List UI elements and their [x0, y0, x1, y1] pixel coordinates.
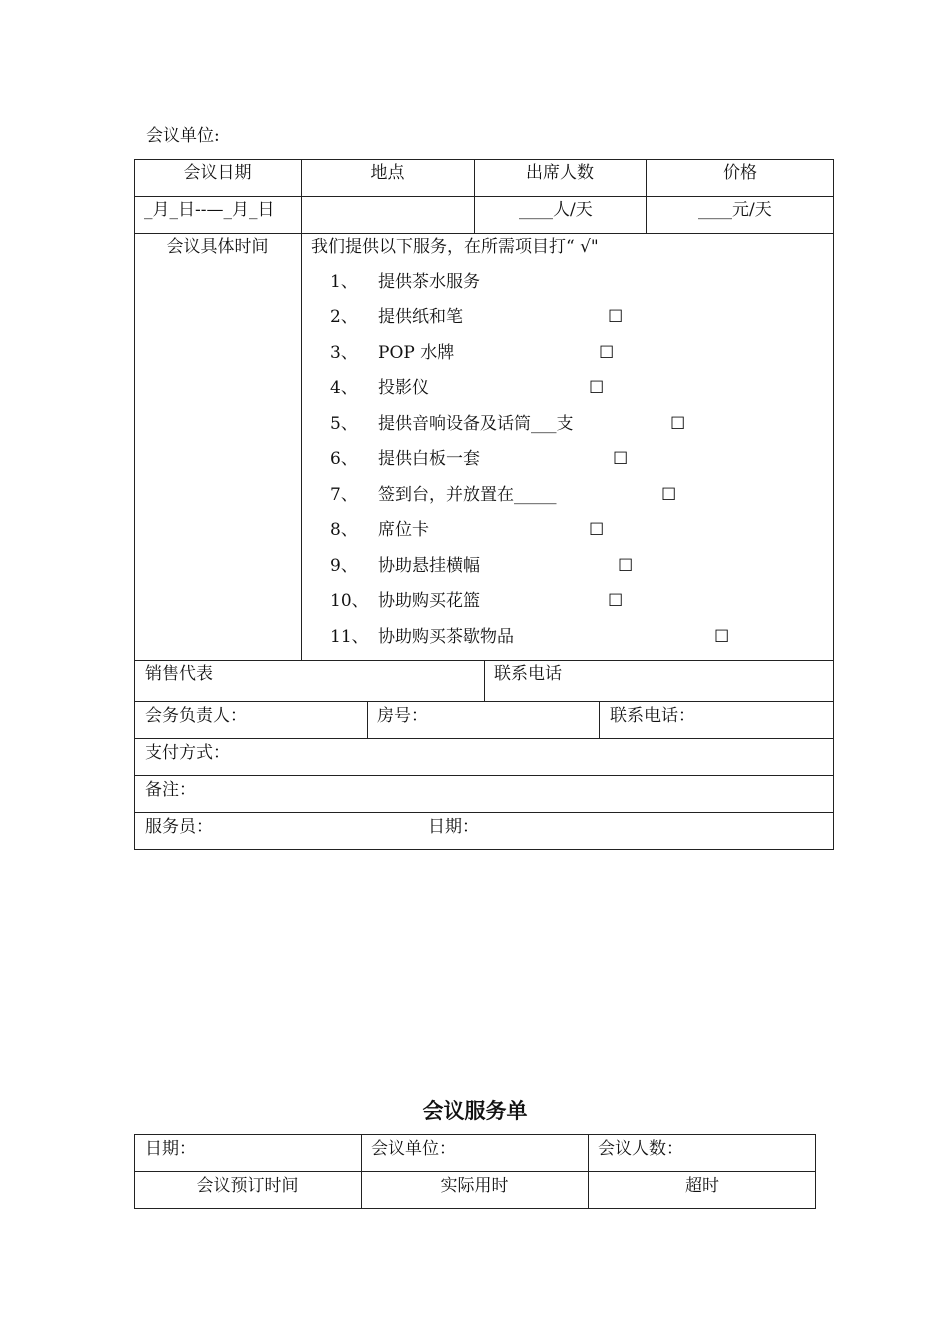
service-num: 2、 [330, 307, 358, 327]
service-num: 11、 [330, 627, 369, 647]
service-num: 1、 [330, 272, 358, 292]
service-num: 7、 [330, 485, 358, 505]
price-per-day-field: ____元/天 [698, 200, 772, 220]
header-price: 价格 [723, 163, 757, 183]
service-num: 10、 [330, 591, 369, 611]
service-text: 席位卡 [378, 520, 429, 540]
meeting-manager-label: 会务负责人： [145, 706, 247, 726]
header-meeting-date: 会议日期 [183, 163, 252, 183]
checkbox-icon[interactable]: ☐ [608, 591, 624, 611]
remarks-label: 备注： [145, 780, 196, 800]
meeting-unit-label: 会议单位: [146, 126, 220, 146]
contact-phone-label: 联系电话 [494, 664, 562, 684]
header-location: 地点 [370, 163, 405, 183]
checkbox-icon[interactable]: ☐ [613, 449, 629, 469]
service-num: 6、 [330, 449, 358, 469]
form2-attendees-label: 会议人数： [598, 1139, 683, 1159]
service-text: 签到台，并放置在_____ [378, 485, 557, 505]
checkbox-icon[interactable]: ☐ [589, 378, 605, 398]
form2-unit-label: 会议单位： [371, 1139, 456, 1159]
service-text: POP 水牌 [378, 343, 455, 363]
service-text: 协助购买茶歇物品 [378, 627, 514, 647]
service-num: 9、 [330, 556, 358, 576]
service-num: 3、 [330, 343, 358, 363]
checkbox-icon[interactable]: ☐ [599, 343, 615, 363]
services-intro: 我们提供以下服务，在所需项目打“ √" [311, 237, 599, 257]
payment-method-label: 支付方式： [145, 743, 230, 763]
service-text: 投影仪 [378, 378, 429, 398]
attendees-per-day-field: ____人/天 [519, 200, 593, 220]
service-text: 提供白板一套 [378, 449, 480, 469]
header-attendees: 出席人数 [526, 163, 594, 183]
server-label: 服务员： [145, 817, 213, 837]
meeting-time-label: 会议具体时间 [166, 237, 269, 257]
service-form-title: 会议服务单 [422, 1098, 528, 1123]
service-num: 5、 [330, 414, 358, 434]
service-text: 提供茶水服务 [378, 272, 480, 292]
checkbox-icon[interactable]: ☐ [714, 627, 730, 647]
form2-booked-time-label: 会议预订时间 [196, 1176, 299, 1196]
service-text: 提供音响设备及话筒___支 [378, 414, 574, 434]
service-text: 提供纸和笔 [378, 307, 463, 327]
sales-rep-label: 销售代表 [145, 664, 213, 684]
contact-phone-label-2: 联系电话： [610, 706, 695, 726]
form2-actual-time-label: 实际用时 [440, 1176, 509, 1196]
form2-overtime-label: 超时 [685, 1176, 719, 1196]
service-text: 协助悬挂横幅 [378, 556, 480, 576]
service-num: 8、 [330, 520, 358, 540]
form2-date-label: 日期： [145, 1139, 196, 1159]
checkbox-icon[interactable]: ☐ [608, 307, 624, 327]
checkbox-icon[interactable]: ☐ [661, 485, 677, 505]
date-range-field: _月_日--—_月_日 [144, 200, 275, 220]
date-label: 日期： [428, 817, 479, 837]
service-text: 协助购买花篮 [378, 591, 480, 611]
checkbox-icon[interactable]: ☐ [618, 556, 634, 576]
checkbox-icon[interactable]: ☐ [670, 414, 686, 434]
checkbox-icon[interactable]: ☐ [589, 520, 605, 540]
room-number-label: 房号： [377, 706, 428, 726]
service-num: 4、 [330, 378, 358, 398]
